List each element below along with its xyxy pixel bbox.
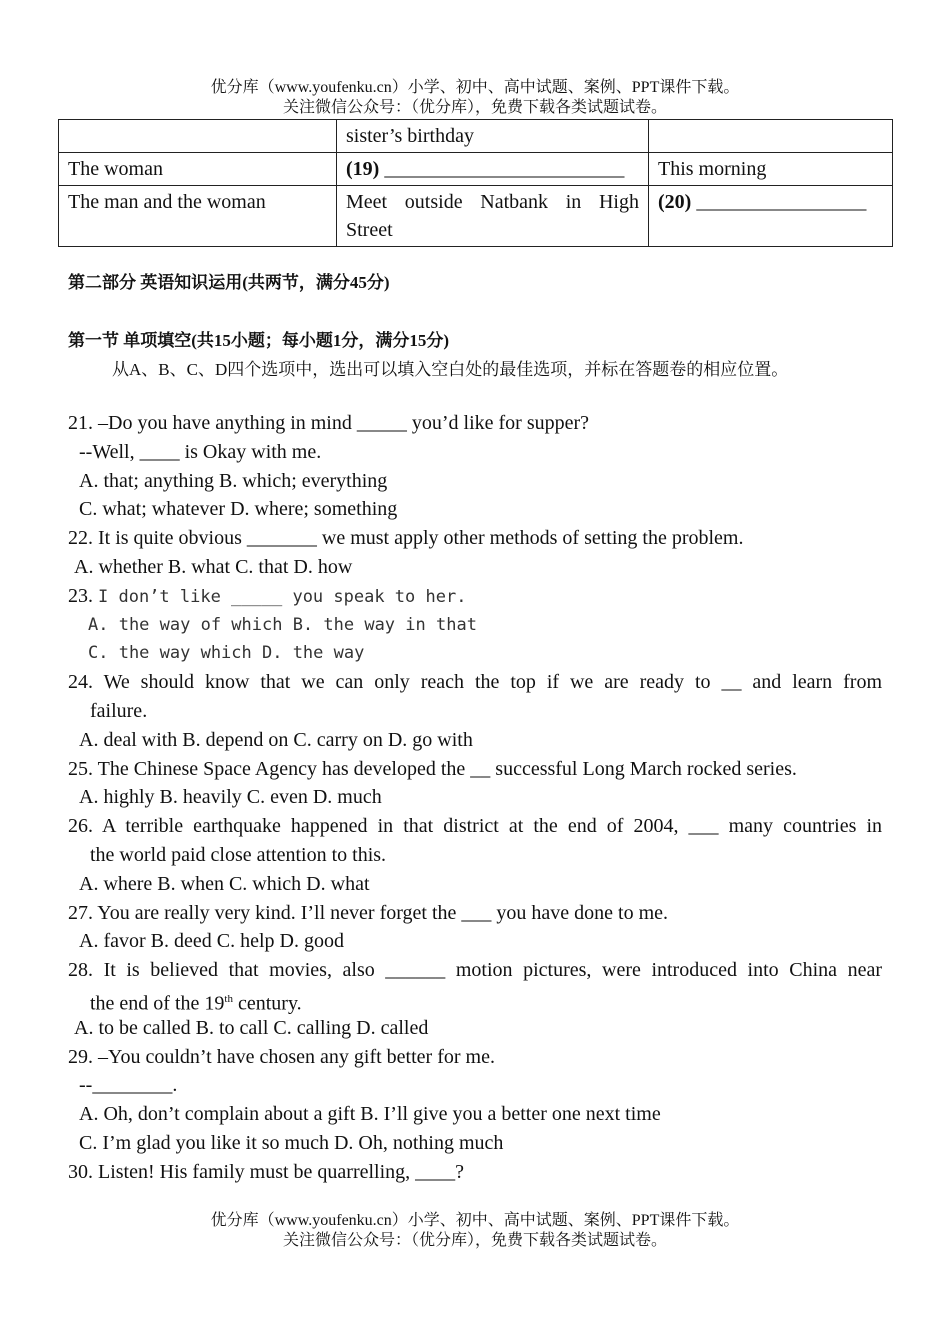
blank-number-20: (20) [658,191,692,213]
question-28-options: A. to be called B. to call C. calling D. called [74,1016,429,1039]
question-list [68,409,882,1187]
question-28-line-2 [68,985,882,1014]
listening-table [58,119,893,247]
table-row [59,153,893,186]
table-cell: Meet outside Natbank in High Street [337,186,649,247]
question-21-options-ab: A. that; anything B. which; everything [79,469,388,492]
question-23-number: 23. [68,584,93,607]
section-1-title: 第一节 单项填空(共15小题；每小题1分，满分15分) [68,331,450,350]
question-29-options-ab: A. Oh, don’t complain about a gift B. I’ll give you a better one next time [79,1103,661,1126]
question-28-stem: 28. It is believed that movies, also ______ motion pictures, were introduced into China near [68,959,882,982]
question-23-text: I don’t like _____ you speak to her. [98,586,467,607]
question-22-stem: 22. It is quite obvious _______ we must apply other methods of setting the problem. [68,527,744,550]
blank-number-19: (19) [346,158,380,180]
section-instruction: 从A、B、C、D四个选项中，选出可以填入空白处的最佳选项，并标在答题卷的相应位置。 [112,360,789,379]
question-26-stem: 26. A terrible earthquake happened in that district at the end of 2004, ___ many countries in [68,815,882,838]
question-28-line-2-start: the end of the 19 [90,992,225,1015]
question-21-stem: 21. –Do you have anything in mind _____ you’d like for supper? [68,412,590,434]
answer-blank-19[interactable]: ________________________ [379,158,625,180]
question-24-stem: 24. We should know that we can only reach the top if we are ready to __ and learn from [68,671,882,694]
question-28-line-2-end: century. [232,992,302,1015]
question-26-options: A. where B. when C. which D. what [79,872,370,895]
footer-line-1: 优分库（www.youfenku.cn）小学、初中、高中试题、案例、PPT课件下载。 [210,1212,740,1229]
question-30-stem: 30. Listen! His family must be quarrelling, ____? [68,1160,465,1183]
question-23-options-cd: C. the way which D. the way [88,643,365,664]
answer-blank-20[interactable]: _________________ [691,191,867,213]
table-row [59,186,893,247]
table-cell [337,153,649,186]
table-cell: This morning [649,153,893,186]
question-28-superscript: th [224,992,233,1005]
question-26-line-2: the world paid close attention to this. [90,843,387,866]
question-29-line-2: --________. [79,1074,178,1097]
question-25-stem: 25. The Chinese Space Agency has developed the __ successful Long March rocked series. [68,757,797,780]
cell-text: sister’s birthday [346,125,474,147]
table-cell: The man and the woman [59,186,337,247]
question-29-stem: 29. –You couldn’t have chosen any gift better for me. [68,1045,495,1068]
table-cell [59,120,337,153]
question-24-line-2: failure. [90,699,148,722]
page-footer [0,1211,950,1251]
table-cell: The woman [59,153,337,186]
footer-line-2: 关注微信公众号：（优分库），免费下载各类试题试卷。 [282,1232,667,1249]
question-23-options-ab: A. the way of which B. the way in that [88,614,477,635]
question-25-options: A. highly B. heavily C. even D. much [79,786,382,809]
question-24-options: A. deal with B. depend on C. carry on D. go with [79,728,473,751]
header-line-1: 优分库（www.youfenku.cn）小学、初中、高中试题、案例、PPT课件下载。 [210,79,740,96]
table-row [59,120,893,153]
question-21-line-2: --Well, ____ is Okay with me. [79,440,322,463]
question-23-stem [68,582,882,611]
question-29-options-cd: C. I’m glad you like it so much D. Oh, nothing much [79,1131,504,1154]
page-header [0,78,950,118]
question-22-options: A. whether B. what C. that D. how [74,555,353,578]
table-cell [337,120,649,153]
question-27-stem: 27. You are really very kind. I’ll never forget the ___ you have done to me. [68,901,669,924]
table-cell [649,120,893,153]
question-27-options: A. favor B. deed C. help D. good [79,930,344,953]
table-cell [649,186,893,247]
header-line-2: 关注微信公众号：（优分库），免费下载各类试题试卷。 [282,99,667,116]
part-2-title: 第二部分 英语知识运用(共两节，满分45分) [68,273,390,292]
question-21-options-cd: C. what; whatever D. where; something [79,498,398,521]
